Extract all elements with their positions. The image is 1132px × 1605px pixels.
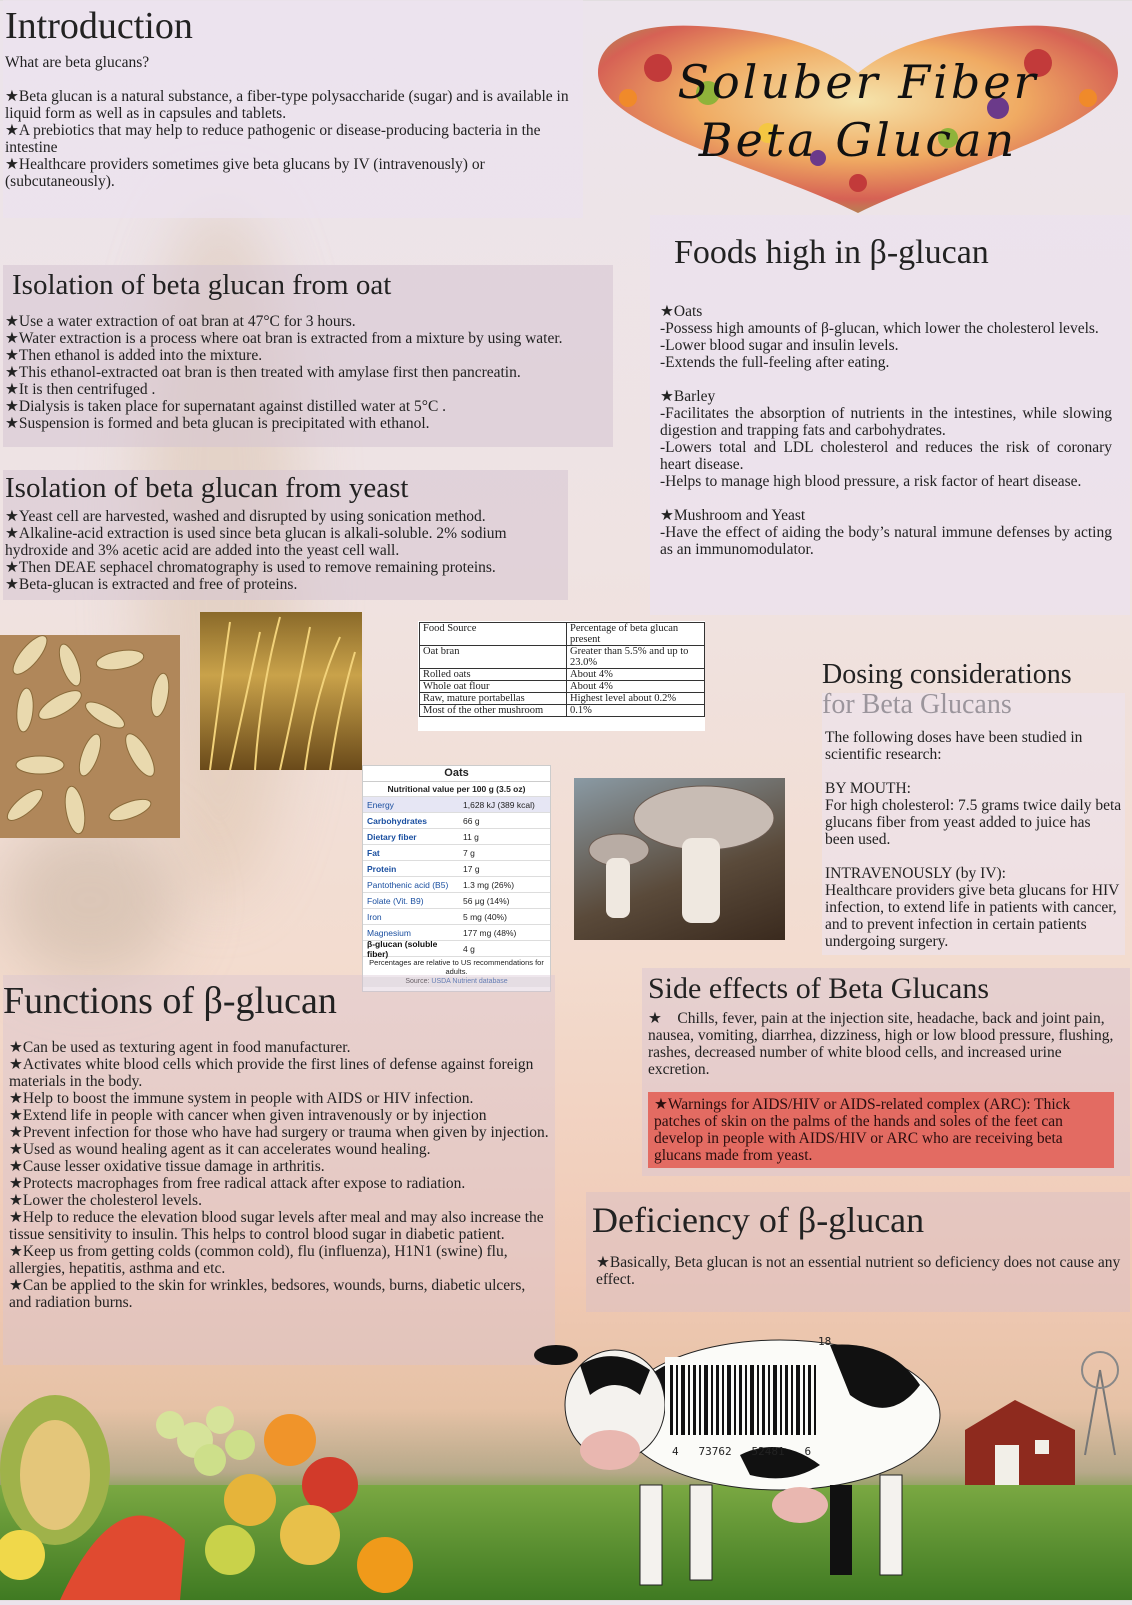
nutrient-value: 56 μg (14%)	[463, 895, 510, 906]
nutrient-name: Fat	[367, 847, 380, 858]
yeast-point: ★Beta-glucan is extracted and free of proteins.	[5, 576, 298, 593]
side-effects-heading: Side effects of Beta Glucans	[648, 972, 990, 1005]
nutrient-value: 4 g	[463, 943, 475, 954]
intro-point: ★Beta glucan is a natural substance, a fiber-type polysaccharide (sugar) and is available in liquid form as well as in capsules and tablets.	[5, 88, 569, 122]
title-line-1: Soluber Fiber	[677, 55, 1039, 109]
title-heart	[588, 18, 1128, 218]
foods-line: -Lower blood sugar and insulin levels.	[660, 337, 899, 354]
oat-point: ★Suspension is formed and beta glucan is precipitated with ethanol.	[5, 415, 430, 432]
oat-point: ★Use a water extraction of oat bran at 47°C for 3 hours.	[5, 313, 356, 330]
nutrient-name: Protein	[367, 863, 397, 874]
table-cell: Highest level about 0.2%	[567, 693, 705, 705]
nutrient-value: 1,628 kJ (389 kcal)	[463, 799, 535, 810]
nutrient-value: 11 g	[463, 831, 479, 842]
function-point: ★Prevent infection for those who have had surgery or trauma when given by injection.	[9, 1124, 549, 1141]
nutrient-name: Magnesium	[367, 927, 411, 938]
nutrition-note: Percentages are relative to US recommendations for adults.	[363, 956, 550, 977]
table-header-cell: Percentage of beta glucan present	[567, 623, 705, 646]
deficiency-text: ★Basically, Beta glucan is not an essential nutrient so deficiency does not cause any effect.	[596, 1254, 1121, 1288]
side-effects-panel	[642, 968, 1130, 1176]
nutrition-row	[363, 908, 550, 924]
barcode-bottom-number: 4 73762 52481 6	[672, 1445, 812, 1458]
oat-point: ★Water extraction is a process where oat bran is extracted from a mixture by using water.	[5, 330, 563, 347]
beans-decor	[0, 820, 180, 980]
deficiency-heading: Deficiency of β-glucan	[592, 1200, 925, 1240]
oat-point: ★It is then centrifuged .	[5, 381, 156, 398]
table-cell: Most of the other mushroom	[420, 705, 567, 717]
table-row	[420, 693, 705, 705]
function-point: ★Can be applied to the skin for wrinkles, bedsores, wounds, burns, diabetic ulcers, and radiation burns.	[9, 1277, 526, 1311]
barley-field-photo	[200, 612, 362, 770]
foods-line: -Lowers total and LDL cholesterol and reduces the risk of coronary heart disease.	[660, 439, 1112, 473]
intro-point: ★A prebiotics that may help to reduce pathogenic or disease-producing bacteria in the intestine	[5, 122, 541, 156]
intro-heading: Introduction	[5, 5, 193, 47]
functions-panel	[3, 975, 555, 1365]
fruit-pile-image	[0, 1390, 420, 1600]
warning-text: ★Warnings for AIDS/HIV or AIDS-related complex (ARC): Thick patches of skin on the palms of the hands and soles of the feet can develop in people with AIDS/HIV or ARC who are receiving beta glucans made from yeast.	[654, 1096, 1071, 1164]
table-header-row	[420, 623, 705, 646]
yeast-point: ★Then DEAE sephacel chromatography is used to remove remaining proteins.	[5, 559, 496, 576]
intro-panel	[3, 0, 583, 218]
nutrient-name: β-glucan (soluble fiber)	[367, 938, 438, 959]
nutrition-row	[363, 828, 550, 844]
nutrition-row	[363, 938, 550, 959]
nutrition-title: Oats	[444, 767, 469, 779]
oat-isolation-heading: Isolation of beta glucan from oat	[12, 269, 392, 301]
warning-box	[648, 1092, 1114, 1168]
nutrient-name: Carbohydrates	[367, 815, 427, 826]
dosing-mouth-label: BY MOUTH:	[825, 780, 911, 797]
nutrient-value: 177 mg (48%)	[463, 927, 517, 938]
function-point: ★Help to boost the immune system in people with AIDS or HIV infection.	[9, 1090, 474, 1107]
table-cell: Raw, mature portabellas	[420, 693, 567, 705]
table-cell: Whole oat flour	[420, 681, 567, 693]
nutrition-subtitle: Nutritional value per 100 g (3.5 oz)	[363, 781, 550, 796]
nutrient-name: Dietary fiber	[367, 831, 417, 842]
oat-grains-photo	[0, 635, 180, 838]
nutrition-source-link[interactable]: USDA Nutrient database	[431, 978, 508, 985]
foods-line: -Facilitates the absorption of nutrients in the intestines, while slowing digestion and trapping fats and carbohydrates.	[660, 405, 1112, 439]
table-cell: Greater than 5.5% and up to 23.0%	[567, 646, 705, 669]
functions-heading: Functions of β-glucan	[3, 980, 337, 1022]
dosing-heading-line1: Dosing considerations	[822, 659, 1072, 690]
intro-point: ★Healthcare providers sometimes give beta glucans by IV (intravenously) or (subcutaneously).	[5, 156, 485, 190]
dosing-mouth-text: For high cholesterol: 7.5 grams twice daily beta glucans fiber from yeast added to juice has been used.	[825, 797, 1122, 848]
foods-heading: Foods high in β-glucan	[674, 234, 989, 271]
table-cell: 0.1%	[567, 705, 705, 717]
function-point: ★Keep us from getting colds (common cold), flu (influenza), H1N1 (swine) flu, allergies, hepatitis, asthma and etc.	[9, 1243, 508, 1277]
table-row	[420, 681, 705, 693]
nutrition-source-label: Source:	[405, 978, 430, 985]
nutrient-name: Pantothenic acid (B5)	[367, 879, 449, 890]
table-cell: Rolled oats	[420, 669, 567, 681]
title-line-2: Beta Glucan	[698, 113, 1018, 167]
nutrient-value: 17 g	[463, 863, 480, 874]
function-point: ★Used as wound healing agent as it can accelerates wound healing.	[9, 1141, 431, 1158]
table-header-cell: Food Source	[420, 623, 567, 646]
nutrition-row	[363, 844, 550, 860]
nutrient-name: Folate (Vit. B9)	[367, 895, 424, 906]
nutrient-value: 7 g	[463, 847, 475, 858]
cow-barcode-image	[530, 1335, 950, 1590]
function-point: ★Extend life in people with cancer when given intravenously or by injection	[9, 1107, 487, 1124]
beta-glucan-source-table	[418, 621, 705, 731]
function-point: ★Cause lesser oxidative tissue damage in arthritis.	[9, 1158, 325, 1175]
foods-group-name: ★Mushroom and Yeast	[660, 507, 806, 524]
nutrition-row	[363, 860, 550, 876]
oats-nutrition-box	[362, 765, 551, 992]
nutrient-value: 66 g	[463, 815, 480, 826]
function-point: ★Help to reduce the elevation blood sugar levels after meal and may also increase the tissue sensitivity to insulin. This helps to control blood sugar in diabetic patient.	[9, 1209, 544, 1243]
dosing-iv-label: INTRAVENOUSLY (by IV):	[825, 865, 1006, 882]
nutrient-name: Energy	[367, 799, 394, 810]
dosing-intro: The following doses have been studied in scientific research:	[825, 729, 1083, 763]
foods-line: -Helps to manage high blood pressure, a risk factor of heart disease.	[660, 473, 1082, 490]
oat-point: ★Then ethanol is added into the mixture.	[5, 347, 263, 364]
foods-line: -Have the effect of aiding the body’s natural immune defenses by acting as an immunomodulator.	[660, 524, 1112, 558]
dosing-iv-text: Healthcare providers give beta glucans for HIV infection, to extend life in patients with cancer, and to prevent infection in certain patients undergoing surgery.	[825, 882, 1120, 950]
yeast-isolation-heading: Isolation of beta glucan from yeast	[5, 472, 409, 504]
foods-panel	[650, 215, 1130, 615]
dosing-panel	[822, 693, 1125, 955]
foods-group-name: ★Oats	[660, 303, 703, 320]
nutrition-row	[363, 796, 550, 812]
nutrition-row	[363, 812, 550, 828]
table-row	[420, 646, 705, 669]
table-cell: About 4%	[567, 669, 705, 681]
side-effects-text: ★ Chills, fever, pain at the injection site, headache, back and joint pain, nausea, vomiting, diarrhea, dizziness, high or low blood pressure, flushing, rashes, decreased number of white blood cells, and increased urine excretion.	[648, 1010, 1118, 1078]
nutrient-value: 5 mg (40%)	[463, 911, 507, 922]
nutrient-value: 1.3 mg (26%)	[463, 879, 515, 890]
deficiency-panel	[586, 1192, 1130, 1312]
function-point: ★Can be used as texturing agent in food manufacturer.	[9, 1039, 351, 1056]
function-point: ★Activates white blood cells which provide the first lines of defense against foreign materials in the body.	[9, 1056, 534, 1090]
foods-line: -Extends the full-feeling after eating.	[660, 354, 890, 371]
barn-image	[965, 1345, 1125, 1490]
nutrient-name: Iron	[367, 911, 382, 922]
yeast-isolation-panel	[3, 470, 568, 600]
nutrition-row	[363, 892, 550, 908]
oat-isolation-panel	[3, 265, 613, 447]
yeast-point: ★Alkaline-acid extraction is used since beta glucan is alkali-soluble. 2% sodium hydroxide and 3% acetic acid are added into the yeast cell wall.	[5, 525, 507, 559]
intro-question: What are beta glucans?	[5, 54, 150, 71]
table-cell: About 4%	[567, 681, 705, 693]
table-row	[420, 705, 705, 717]
mushroom-photo	[574, 778, 785, 940]
function-point: ★Lower the cholesterol levels.	[9, 1192, 202, 1209]
foods-group-name: ★Barley	[660, 388, 716, 405]
barcode-top-number: 18	[818, 1335, 832, 1348]
nutrition-row	[363, 876, 550, 892]
oat-point: ★Dialysis is taken place for supernatant against distilled water at 5°C .	[5, 398, 447, 415]
table-row	[420, 669, 705, 681]
foods-line: -Possess high amounts of β-glucan, which lower the cholesterol levels.	[660, 320, 1099, 337]
table-cell: Oat bran	[420, 646, 567, 669]
oat-point: ★This ethanol-extracted oat bran is then treated with amylase first then pancreatin.	[5, 364, 521, 381]
yeast-point: ★Yeast cell are harvested, washed and disrupted by using sonication method.	[5, 508, 486, 525]
function-point: ★Protects macrophages from free radical attack after expose to radiation.	[9, 1175, 466, 1192]
